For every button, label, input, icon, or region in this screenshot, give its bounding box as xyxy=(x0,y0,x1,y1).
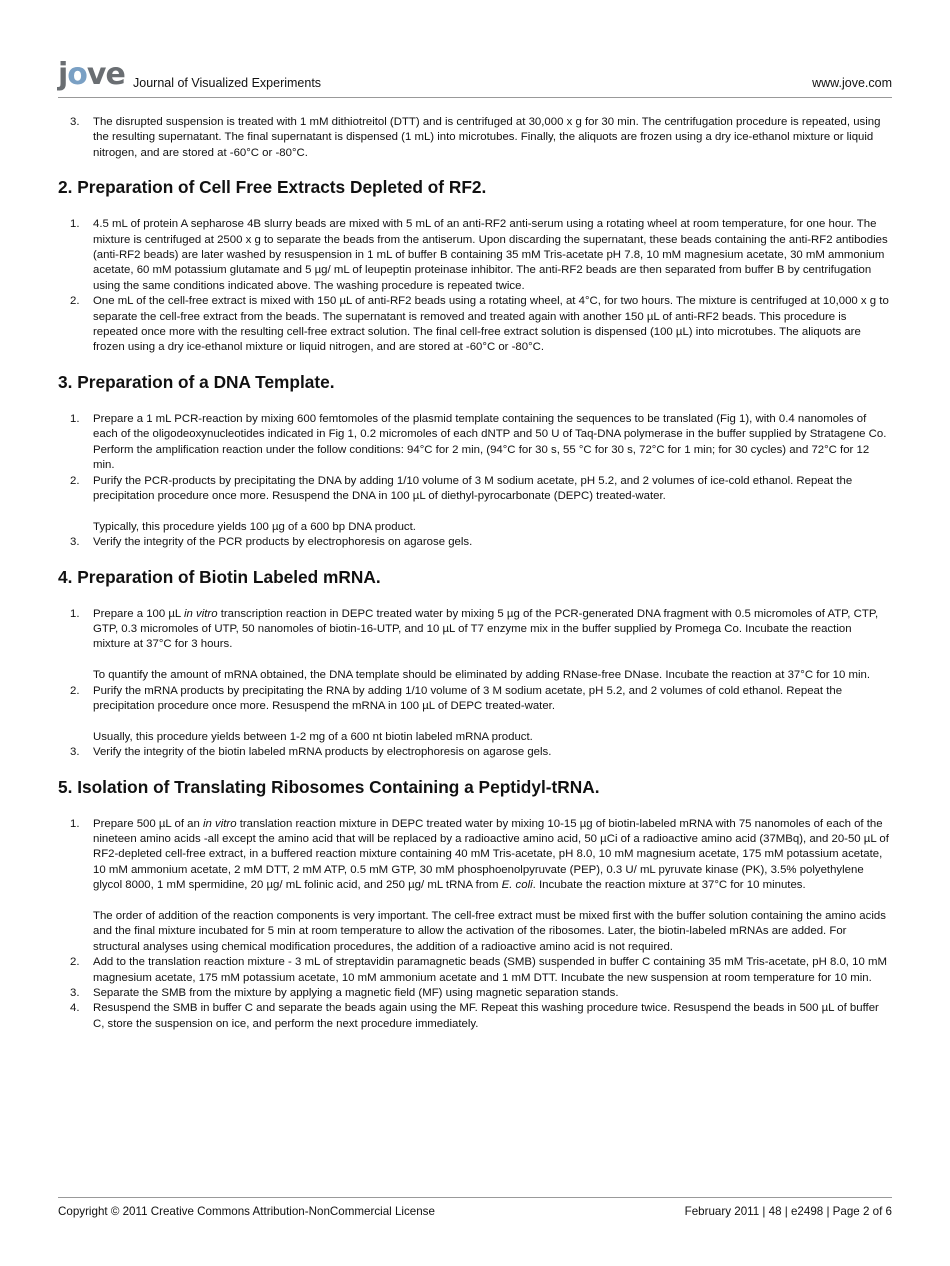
text: Verify the integrity of the PCR products by electrophoresis on agarose gels. xyxy=(93,536,473,549)
paragraph xyxy=(93,668,892,683)
section-heading: 2. Preparation of Cell Free Extracts Depleted of RF2. xyxy=(58,177,487,198)
italic-text: E. coli xyxy=(501,879,533,892)
step-number: 1. xyxy=(70,817,80,830)
step-list xyxy=(58,217,892,356)
paragraph xyxy=(93,745,892,760)
list-item xyxy=(58,115,892,161)
list-item xyxy=(58,294,892,356)
step-number: 1. xyxy=(70,607,80,620)
text: Resuspend the SMB in buffer C and separate the beads again using the MF. Repeat this washing procedure twice. Resuspend the beads in 500 µL of buffer C, store the suspension on ice, and perform the next procedure immediately. xyxy=(93,1002,879,1030)
website-link[interactable]: www.jove.com xyxy=(812,76,892,90)
paragraph xyxy=(93,474,892,505)
text: Usually, this procedure yields between 1-2 mg of a 600 nt biotin labeled mRNA product. xyxy=(93,730,533,743)
step-number: 4. xyxy=(70,1002,80,1015)
step-number: 1. xyxy=(70,412,80,425)
list-item xyxy=(58,412,892,474)
text: 4.5 mL of protein A sepharose 4B slurry beads are mixed with 5 mL of an anti-RF2 anti-serum using a rotating wheel at room temperature, for one hour. The mixture is centrifuged at 2500 x g to separate the beads from the antiserum. Upon discarding the supernatant, these beads containing the anti-RF2 antibodies (anti-RF2 beads) are later washed by resuspension in 1 mL of buffer B containing 35 mM Tris-acetate pH 7.8, 10 mM magnesium acetate, 30 mM ammonium acetate, 60 mM potassium glutamate and 5 µg/ mL of leupeptin proteinase inhibitor. The anti-RF2 beads are then separated from buffer B by centrifugation using the same conditions indicated above. The washing procedure is repeated twice. xyxy=(93,218,888,292)
step-number: 3. xyxy=(70,987,80,999)
paragraph xyxy=(93,730,892,745)
step-list xyxy=(58,817,892,1033)
text: . Incubate the reaction mixture at 37°C for 10 minutes. xyxy=(532,879,806,892)
text: Verify the integrity of the biotin labeled mRNA products by electrophoresis on agarose gels. xyxy=(93,746,552,759)
step-number: 2. xyxy=(70,684,80,697)
list-item xyxy=(58,955,892,986)
text: The disrupted suspension is treated with 1 mM dithiotreitol (DTT) and is centrifuged at 30,000 x g for 30 min. The centrifugation procedure is repeated, using the resulting supernatant. The final supernatant is dispensed (1 mL) into microtubes. Finally, the aliquots are frozen using a dry ice-ethanol mixture or liquid nitrogen, and are stored at -60°C or -80°C. xyxy=(93,116,881,159)
list-item xyxy=(58,607,892,684)
section xyxy=(58,566,892,761)
step-list xyxy=(58,412,892,551)
step-number: 1. xyxy=(70,218,80,231)
section xyxy=(58,176,892,356)
text: Purify the mRNA products by precipitating the RNA by adding 1/10 volume of 3 M sodium acetate, pH 5.2, and 2 volumes of cold ethanol. Repeat the precipitation procedure once more. Resuspend the mRNA in 100 µL of DEPC treated-water. xyxy=(93,684,843,712)
paragraph xyxy=(93,955,892,986)
section xyxy=(58,776,892,1033)
text: Typically, this procedure yields 100 µg of a 600 bp DNA product. xyxy=(93,520,416,533)
step-number: 2. xyxy=(70,295,80,308)
text: Prepare 500 µL of an xyxy=(93,817,203,830)
paragraph xyxy=(93,217,892,294)
text: Separate the SMB from the mixture by applying a magnetic field (MF) using magnetic separation stands. xyxy=(93,987,619,999)
list-item xyxy=(58,1001,892,1032)
text: The order of addition of the reaction components is very important. The cell-free extract must be mixed first with the buffer solution containing the amino acids and the final mixture incubated for 5 min at room temperature to allow the activation of the ribosomes. Later, the biotin-labeled mRNAs are added. For structural analyses using chemical modification procedures, the addition of a radioactive amino acid is not required. xyxy=(93,909,886,953)
page-header xyxy=(58,58,892,98)
list-item xyxy=(58,684,892,746)
text: Prepare a 1 mL PCR-reaction by mixing 600 femtomoles of the plasmid template containing the sequences to be translated (Fig 1), with 0.4 nanomoles of each of the oligodeoxynucleotides indicated in Fig 1, 0.2 micromoles of each dNTP and 50 U of Taq-DNA polymerase in the buffer supplied by Stratagene Co. Perform the amplification reaction under the follow conditions: 94°C for 2 min, (94°C for 30 s, 55 °C for 30 s, 72°C for 1 min; for 30 cycles) and 72°C for 12 min. xyxy=(93,412,887,472)
text: transcription reaction in DEPC treated water by mixing 5 µg of the PCR-generated DNA fragment with 0.5 micromoles of ATP, CTP, GTP, 0.3 micromoles of UTP, 50 nanomoles of biotin-16-UTP, and 10 µL of T7 enzyme mix in the buffer supplied by Promega Co. Incubate the reaction mixture at 37°C for 3 hours. xyxy=(93,607,879,651)
step-list xyxy=(58,607,892,761)
text: Prepare a 100 µL xyxy=(93,607,184,620)
list-item xyxy=(58,217,892,294)
page-footer xyxy=(58,1197,892,1218)
paragraph xyxy=(93,817,892,894)
list-item xyxy=(58,745,892,760)
italic-text: in vitro xyxy=(184,607,218,620)
jove-logo: jove xyxy=(58,57,125,92)
step-number: 3. xyxy=(70,536,80,549)
paragraph xyxy=(93,535,892,550)
citation-info: February 2011 | 48 | e2498 | Page 2 of 6 xyxy=(684,1205,892,1218)
text: Add to the translation reaction mixture - 3 mL of streptavidin paramagnetic beads (SMB) suspended in buffer C containing 35 mM Tris-acetate, pH 8.0, 10 mM magnesium acetate, 175 mM potassium acetate, 10 mM ammonium acetate and 1 mM DTT. Incubate the new suspension at room temperature for 10 min. xyxy=(93,956,887,984)
paragraph xyxy=(93,986,892,1001)
paragraph xyxy=(93,909,892,955)
paragraph xyxy=(93,294,892,356)
list-item xyxy=(58,817,892,956)
document-body xyxy=(58,115,892,1032)
step-number: 3. xyxy=(70,116,80,128)
list-item xyxy=(58,986,892,1001)
section-heading: 4. Preparation of Biotin Labeled mRNA. xyxy=(58,566,381,587)
paragraph xyxy=(93,412,892,474)
text: To quantify the amount of mRNA obtained, the DNA template should be eliminated by adding RNase-free DNase. Incubate the reaction at 37°C for 10 min. xyxy=(93,669,871,682)
section xyxy=(58,371,892,551)
journal-name: Journal of Visualized Experiments xyxy=(133,76,322,90)
section-heading: 5. Isolation of Translating Ribosomes Containing a Peptidyl-tRNA. xyxy=(58,776,600,797)
paragraph xyxy=(93,607,892,653)
step-number: 2. xyxy=(70,474,80,487)
paragraph xyxy=(93,684,892,715)
step-number: 2. xyxy=(70,956,80,969)
copyright-text: Copyright © 2011 Creative Commons Attribution-NonCommercial License xyxy=(58,1205,435,1218)
text: Purify the PCR-products by precipitating the DNA by adding 1/10 volume of 3 M sodium acetate, pH 5.2, and 2 volumes of ice-cold ethanol. Repeat the precipitation procedure once more. Resuspend the DNA in 100 µL of diethyl-pyrocarbonate (DEPC) treated-water. xyxy=(93,474,853,502)
italic-text: in vitro xyxy=(203,817,237,830)
step-number: 3. xyxy=(70,746,80,759)
section xyxy=(58,115,892,161)
step-list xyxy=(58,115,892,161)
list-item xyxy=(58,474,892,536)
text: translation reaction mixture in DEPC treated water by mixing 10-15 µg of biotin-labeled mRNA with 75 nanomoles of each of the nineteen amino acids -all except the amino acid that will be replaced by a radioactive amino acid, 50 µCi of a radioactive amino acid (37MBq), and 20-50 µL of RF2-depleted cell-free extract, in a buffered reaction mixture containing 40 mM Tris-acetate, pH 8.0, 10 mM magnesium acetate, 175 mM potassium acetate, 10 mM ammonium acetate, 2 mM DTT, 2 mM ATP, 0.5 mM GTP, 30 mM phosphoenolpyruvate (PEP), 0.3 U/ mL pyruvate kinase (PK), 3.5% polyethylene glycol 8000, 1 mM spermidine, 20 µg/ mL folinic acid, and 250 µg/ mL tRNA from xyxy=(93,817,889,892)
list-item xyxy=(58,535,892,550)
text: One mL of the cell-free extract is mixed with 150 µL of anti-RF2 beads using a rotating wheel, at 4°C, for two hours. The mixture is centrifuged at 10,000 x g to separate the cell-free extract from the beads. The supernatant is removed and treated again with another 150 µL of anti-RF2 beads. This procedure is repeated once more with the resulting cell-free extract solution. The final cell-free extract solution is dispensed (100 µL) into microtubes. The aliquots are frozen using a dry ice-ethanol mixture or liquid nitrogen, and are stored at -60°C or -80°C. xyxy=(93,295,889,354)
section-heading: 3. Preparation of a DNA Template. xyxy=(58,371,335,392)
paragraph xyxy=(93,520,892,535)
paragraph xyxy=(93,115,892,161)
paragraph xyxy=(93,1001,892,1032)
